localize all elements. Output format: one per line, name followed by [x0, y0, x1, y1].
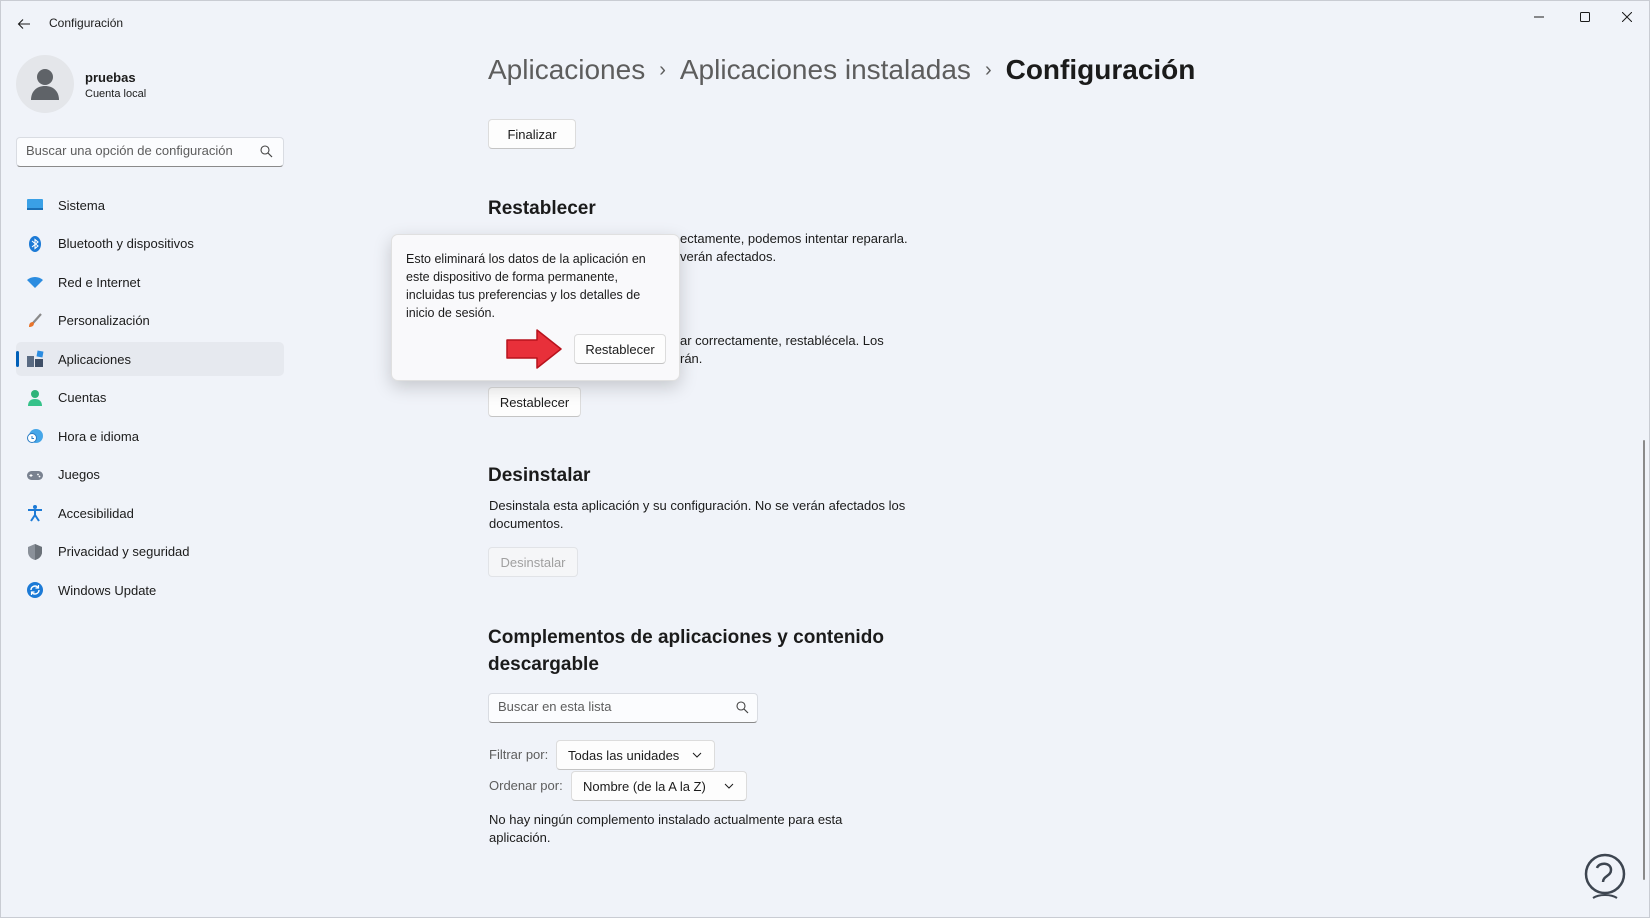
sidebar-item-personalizacion[interactable]	[16, 304, 284, 338]
person-icon	[26, 389, 44, 407]
search-icon	[736, 701, 749, 714]
sidebar-item-sistema[interactable]	[16, 188, 284, 222]
sidebar-item-red[interactable]	[16, 265, 284, 299]
sidebar-item-label: Personalización	[58, 313, 150, 328]
settings-search-input[interactable]	[26, 143, 246, 158]
sidebar-item-label: Hora e idioma	[58, 428, 139, 444]
sort-value: Nombre (de la A la Z)	[583, 778, 706, 794]
repair-description-partial-line2: verán afectados.	[680, 249, 777, 264]
apps-icon	[26, 350, 44, 368]
finalize-button[interactable]: Finalizar	[488, 119, 576, 149]
close-button[interactable]	[1604, 0, 1650, 34]
sidebar-item-label: Aplicaciones	[58, 351, 131, 367]
title-bar	[0, 0, 1650, 48]
sort-dropdown[interactable]	[571, 771, 747, 801]
gamepad-icon	[26, 466, 44, 484]
confirm-reset-button[interactable]: Restablecer	[574, 334, 666, 364]
shield-icon	[26, 543, 44, 561]
uninstall-button[interactable]: Desinstalar	[488, 547, 578, 577]
sidebar-item-label: Windows Update	[58, 582, 157, 598]
sidebar-item-label: Cuentas	[58, 390, 107, 405]
breadcrumb-item-aplicaciones[interactable]: Aplicaciones	[488, 54, 646, 85]
filter-label: Filtrar por:	[489, 747, 549, 762]
breadcrumb	[488, 54, 1195, 86]
filter-dropdown[interactable]	[556, 740, 715, 770]
sidebar-item-privacidad[interactable]	[16, 535, 284, 569]
filter-value: Todas las unidades	[568, 747, 680, 763]
sidebar-item-accesibilidad[interactable]	[16, 496, 284, 530]
watermark-logo-icon	[1583, 852, 1627, 908]
globe-clock-icon	[26, 427, 44, 445]
sidebar-item-label: Red e Internet	[58, 274, 141, 290]
uninstall-section-title: Desinstalar	[488, 465, 591, 486]
flyout-message: Esto eliminará los datos de la aplicación en este dispositivo de forma permanente, incluidas tus preferencias y los detalles de inicio de sesión.	[406, 252, 646, 320]
chevron-right-icon: ›	[984, 58, 992, 81]
user-name: pruebas	[85, 70, 136, 85]
user-avatar-icon	[30, 67, 60, 101]
chevron-down-icon	[692, 751, 702, 759]
maximize-icon	[1580, 12, 1590, 22]
accessibility-icon	[26, 504, 44, 522]
uninstall-description: Desinstala esta aplicación y su configuración. No se verán afectados los documentos.	[489, 498, 906, 531]
addons-section-title: Complementos de aplicaciones y contenido descargable	[488, 627, 884, 675]
addons-search-input[interactable]	[498, 699, 718, 714]
settings-search-box[interactable]	[16, 137, 284, 167]
update-icon	[26, 581, 44, 599]
scrollbar[interactable]	[1643, 440, 1645, 880]
search-icon	[260, 145, 273, 158]
reset-button[interactable]: Restablecer	[488, 387, 581, 417]
monitor-icon	[26, 196, 44, 214]
sidebar-item-label: Juegos	[58, 467, 100, 482]
app-title: Configuración	[49, 16, 124, 30]
back-button[interactable]	[12, 12, 36, 36]
maximize-button[interactable]	[1562, 0, 1608, 34]
sidebar-item-label: Bluetooth y dispositivos	[58, 236, 194, 251]
avatar[interactable]	[16, 55, 74, 113]
wifi-icon	[26, 273, 44, 291]
chevron-down-icon	[724, 782, 734, 790]
minimize-icon	[1534, 12, 1544, 22]
reset-description-partial-line2: rán.	[680, 351, 703, 366]
addons-search-box[interactable]	[488, 693, 758, 723]
back-arrow-icon	[17, 17, 31, 31]
minimize-button[interactable]	[1516, 0, 1562, 34]
repair-description-partial: ectamente, podemos intentar repararla.	[680, 231, 908, 246]
sidebar-item-label: Privacidad y seguridad	[58, 544, 190, 559]
chevron-right-icon: ›	[659, 58, 666, 81]
sidebar-item-label: Sistema	[58, 197, 105, 213]
account-type: Cuenta local	[85, 88, 147, 100]
sidebar-item-aplicaciones[interactable]	[16, 342, 284, 376]
breadcrumb-item-instaladas[interactable]: Aplicaciones instaladas	[679, 54, 971, 85]
reset-section-title: Restablecer	[488, 198, 596, 219]
sidebar-item-juegos[interactable]	[16, 458, 284, 492]
reset-description-partial: ar correctamente, restablécela. Los	[680, 333, 884, 348]
no-addons-message: No hay ningún complemento instalado actualmente para esta aplicación.	[489, 812, 843, 845]
bluetooth-icon	[26, 235, 44, 253]
sidebar-item-label: Accesibilidad	[58, 505, 134, 521]
sort-label: Ordenar por:	[489, 778, 563, 793]
sidebar-item-windows-update[interactable]	[16, 573, 284, 607]
brush-icon	[26, 312, 44, 330]
sidebar-item-hora[interactable]	[16, 419, 284, 453]
sidebar-nav	[16, 188, 284, 612]
close-icon	[1622, 12, 1632, 22]
sidebar-item-cuentas[interactable]	[16, 381, 284, 415]
sidebar-item-bluetooth[interactable]	[16, 227, 284, 261]
page-title: Configuración	[1005, 54, 1196, 85]
red-pointer-arrow-icon	[505, 327, 563, 371]
